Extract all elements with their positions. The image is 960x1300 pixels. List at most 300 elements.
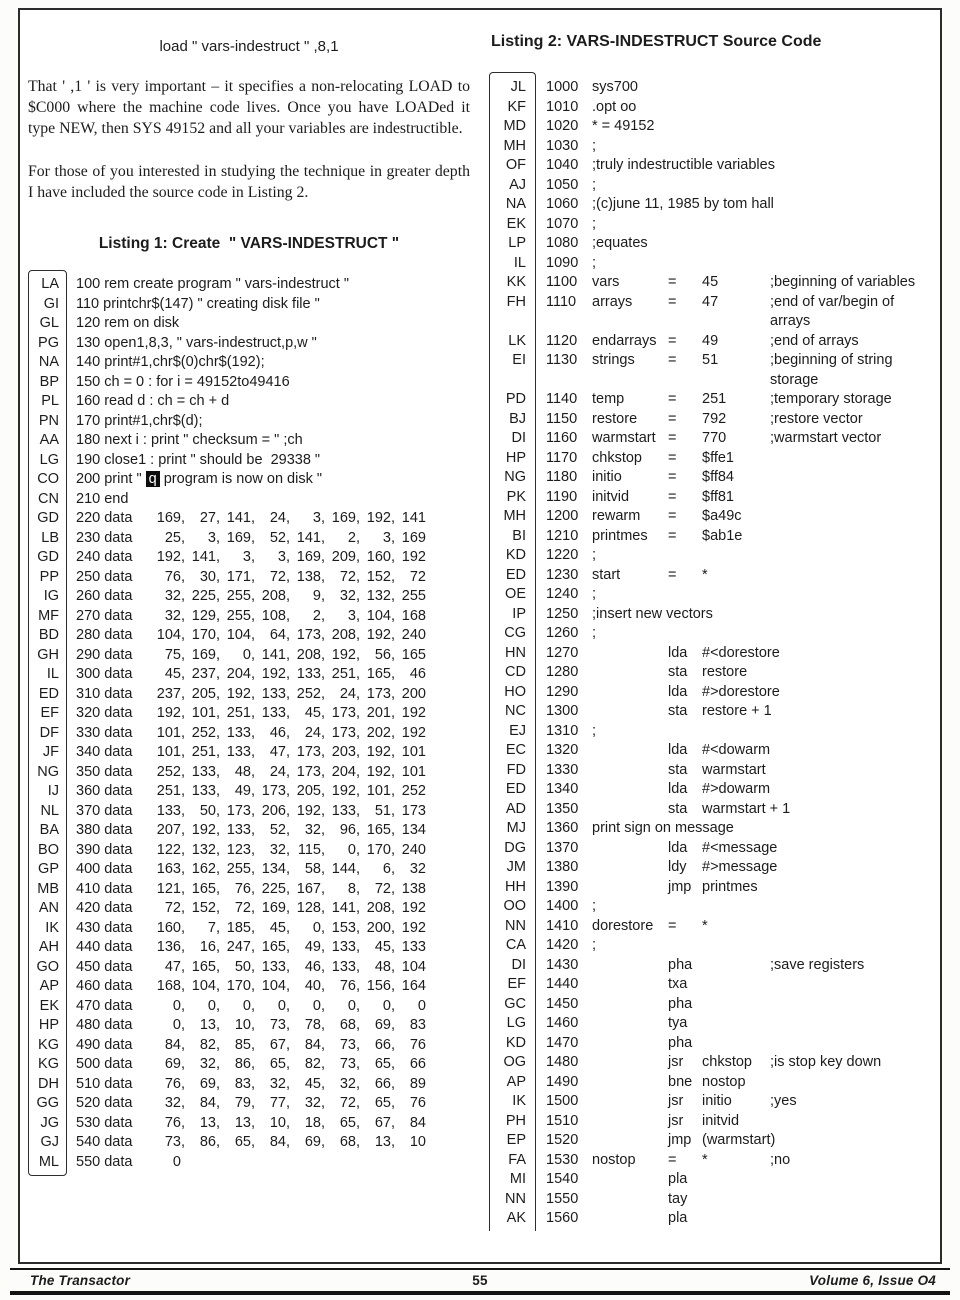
line-number: 320 data (76, 705, 133, 721)
listing1-row (28, 607, 470, 627)
listing2-row (489, 741, 954, 761)
separator: , (251, 1036, 256, 1053)
line-number: 1040 (546, 157, 579, 173)
data-value: 32 (164, 607, 181, 624)
operand-column: #<dowarm (702, 742, 771, 758)
separator: , (216, 1036, 221, 1053)
separator: , (181, 1056, 186, 1072)
listing2-row (489, 527, 954, 547)
data-value: 3 (382, 529, 391, 546)
line-text (546, 117, 655, 137)
listing1-row (28, 626, 470, 646)
separator: , (251, 666, 256, 682)
line-text (546, 1131, 776, 1151)
line-text (76, 568, 426, 588)
line-text: 120 rem on disk (76, 315, 180, 331)
separator: , (216, 978, 221, 994)
separator: , (321, 568, 326, 585)
data-value: 173 (366, 685, 391, 702)
data-value: 141 (226, 510, 251, 526)
line-text (546, 137, 596, 157)
data-value: 45 (304, 1075, 321, 1092)
operand-column: 49 (702, 332, 719, 349)
line-text (76, 841, 426, 861)
line-number: 470 data (76, 997, 133, 1014)
data-value: 66 (374, 1075, 391, 1092)
opcode-column: sta (668, 664, 688, 680)
line-number: 430 data (76, 919, 133, 936)
listing1-row (28, 1133, 470, 1153)
statement-text: ; (592, 547, 597, 563)
separator: , (286, 783, 291, 799)
line-number: 1130 (546, 352, 578, 368)
line-text (546, 351, 893, 371)
separator: , (391, 568, 396, 585)
checksum-code: GJ (40, 1134, 59, 1150)
data-value: 192 (401, 724, 426, 741)
data-value: 86 (234, 1056, 251, 1072)
data-value: 40 (304, 978, 321, 994)
data-value: 134 (401, 822, 426, 838)
separator: , (216, 783, 221, 799)
separator: , (286, 588, 291, 604)
listing1-row (28, 529, 470, 549)
line-text (546, 761, 770, 781)
line-number: 1090 (546, 254, 579, 271)
label-column: start (592, 566, 621, 583)
line-text (76, 919, 426, 939)
separator: , (216, 841, 221, 858)
line-number: 1050 (546, 176, 579, 193)
separator: , (391, 1017, 396, 1033)
line-text (546, 585, 596, 605)
separator: , (391, 841, 396, 858)
line-text (76, 665, 426, 685)
line-text (546, 1151, 790, 1171)
listing1-row (28, 1055, 470, 1075)
line-text (546, 1092, 797, 1112)
checksum-code: IL (46, 666, 59, 682)
data-value: 133 (191, 783, 216, 799)
line-text (546, 702, 770, 722)
separator: , (356, 744, 361, 760)
separator: , (391, 900, 396, 916)
listing2-row (489, 488, 954, 508)
line-number: 1360 (546, 820, 579, 836)
data-value: 101 (401, 744, 426, 760)
checksum-code: EC (505, 742, 526, 758)
operand-column: #<message (702, 839, 778, 856)
data-value: 68 (339, 1134, 356, 1150)
checksum-code: CD (505, 664, 526, 680)
data-value: 0 (242, 646, 251, 663)
checksum-code: GC (504, 995, 526, 1012)
line-number: 1100 (546, 274, 578, 290)
data-value: 203 (331, 744, 356, 760)
line-number: 310 data (76, 685, 133, 702)
data-value: 24 (304, 724, 321, 741)
data-value: 32 (339, 588, 356, 604)
data-value: 173 (331, 705, 356, 721)
separator: , (356, 1017, 361, 1033)
data-value: 160 (156, 919, 181, 936)
separator: , (391, 705, 396, 721)
data-value: 65 (234, 1134, 251, 1150)
data-value: 128 (296, 900, 321, 916)
line-text (76, 607, 426, 627)
line-number: 1180 (546, 469, 578, 485)
line-text (76, 782, 426, 802)
line-number: 1300 (546, 703, 579, 719)
line-text (546, 332, 859, 352)
line-text (546, 507, 770, 527)
operand-column: printmes (702, 878, 758, 895)
data-value: 7 (207, 919, 216, 936)
line-text (76, 509, 426, 529)
separator: , (181, 705, 186, 721)
checksum-code: OG (503, 1054, 526, 1070)
operand-column: restore + 1 (702, 703, 772, 719)
listing2-row (489, 1092, 954, 1112)
line-number: 440 data (76, 939, 133, 955)
data-value: 66 (374, 1036, 391, 1053)
opcode-column: = (668, 410, 677, 427)
listing2-row (489, 917, 954, 937)
line-text (546, 780, 770, 800)
data-value: 185 (226, 919, 251, 936)
listing2-row (489, 683, 954, 703)
data-value: 0 (312, 919, 321, 936)
listing1-row (28, 958, 470, 978)
separator: , (251, 588, 256, 604)
line-text (546, 215, 596, 235)
checksum-code: FH (506, 293, 526, 310)
separator: , (181, 783, 186, 799)
data-value: 6 (382, 861, 391, 877)
checksum-code: CA (505, 937, 526, 953)
label-column: restore (592, 410, 638, 427)
line-text (76, 1133, 426, 1153)
line-number: 1410 (546, 917, 579, 934)
opcode-column: tay (668, 1190, 688, 1207)
data-value: 0 (207, 997, 216, 1014)
line-text (76, 704, 426, 724)
comment-column: ;restore vector (770, 410, 863, 427)
separator: , (321, 1095, 326, 1111)
listing2-row (489, 878, 954, 898)
data-value: 122 (156, 841, 181, 858)
data-value: 101 (366, 783, 391, 799)
data-value: 2 (347, 529, 356, 546)
line-text (76, 1094, 426, 1114)
opcode-column: = (668, 527, 677, 544)
data-value: 169 (156, 510, 181, 526)
line-text: 130 open1,8,3, " vars-indestruct,p,w " (76, 334, 317, 351)
label-column: initvid (592, 488, 630, 505)
checksum-code: CG (504, 625, 526, 641)
line-text (76, 587, 426, 607)
data-value: 16 (199, 939, 216, 955)
line-number: 1550 (546, 1190, 579, 1207)
data-value: 32 (304, 822, 321, 838)
listing1-row (28, 334, 470, 354)
data-value: 104 (226, 627, 251, 643)
line-text (76, 1114, 426, 1134)
data-value: 25 (164, 529, 181, 546)
data-value: 86 (199, 1134, 216, 1150)
data-value: 48 (374, 958, 391, 975)
line-text: 140 print#1,chr$(0)chr$(192); (76, 354, 265, 370)
data-value: 141 (191, 549, 216, 565)
data-value: 163 (156, 861, 181, 877)
data-value: 133 (331, 958, 356, 975)
line-text (546, 273, 915, 293)
data-value: 45 (374, 939, 391, 955)
data-value: 133 (296, 666, 321, 682)
separator: , (286, 744, 291, 760)
line-number: 270 data (76, 607, 133, 624)
statement-text: ; (592, 137, 597, 154)
checksum-code: HP (505, 449, 526, 466)
data-value: 0 (242, 997, 251, 1014)
separator: , (321, 607, 326, 624)
separator: , (286, 1075, 291, 1092)
data-value: 247 (226, 939, 251, 955)
separator: , (391, 529, 396, 546)
separator: , (356, 900, 361, 916)
opcode-column: = (668, 566, 677, 583)
data-value: 76 (164, 1114, 181, 1131)
checksum-code (489, 371, 535, 391)
checksum-code: IG (43, 588, 59, 604)
operand-column: * (702, 566, 708, 583)
listing2-row (489, 137, 954, 157)
opcode-column: lda (668, 742, 688, 758)
separator: , (216, 1095, 221, 1111)
data-value: 204 (226, 666, 251, 682)
data-value: 252 (191, 724, 216, 741)
separator: , (391, 861, 396, 877)
listing2-title: Listing 2: VARS-INDESTRUCT Source Code (491, 33, 822, 50)
statement-text: * = 49152 (592, 118, 655, 134)
separator: , (286, 880, 291, 897)
checksum-code: BI (512, 527, 526, 544)
separator: , (216, 1134, 221, 1150)
paragraph-load-explanation: That ' ,1 ' is very important – it specifies a non-relocating LOAD to $C000 where the machine code lives. Once you have LOADed it type NEW, then SYS 49152 and all your variables are indestructible. (28, 78, 470, 137)
statement-text: ;truly indestructible variables (592, 157, 775, 173)
line-number: 1330 (546, 761, 579, 778)
separator: , (216, 1017, 221, 1033)
line-number: 1390 (546, 878, 579, 895)
data-value: 46 (304, 958, 321, 975)
data-value: 0 (172, 1153, 181, 1170)
listing1-row (28, 938, 470, 958)
data-value: 138 (296, 568, 321, 585)
data-value: 133 (226, 744, 251, 760)
listing1-row (28, 451, 470, 471)
separator: , (356, 510, 361, 526)
opcode-column: lda (668, 781, 688, 797)
separator: , (391, 1075, 396, 1092)
data-value: 165 (366, 666, 391, 682)
separator: , (181, 607, 186, 624)
data-value: 115 (297, 841, 321, 858)
separator: , (356, 1095, 361, 1111)
separator: , (181, 588, 186, 604)
line-number: 370 data (76, 802, 133, 819)
separator: , (356, 607, 361, 624)
line-number: 1510 (546, 1112, 579, 1129)
separator: , (216, 685, 221, 702)
separator: , (356, 1134, 361, 1150)
data-value: 76 (409, 1095, 426, 1111)
data-value: 208 (331, 627, 356, 643)
separator: , (286, 568, 291, 585)
line-number: 520 data (76, 1095, 133, 1111)
data-value: 165 (191, 880, 216, 897)
line-text (76, 1036, 426, 1056)
listing1-row (28, 802, 470, 822)
opcode-column: sta (668, 800, 688, 817)
listing2-row (489, 1053, 954, 1073)
line-text (76, 821, 426, 841)
statement-text: sys700 (592, 79, 638, 95)
data-value: 82 (199, 1036, 216, 1053)
data-value: 202 (366, 724, 391, 741)
data-value: 168 (401, 607, 426, 624)
reverse-video-char: q (146, 471, 160, 487)
separator: , (286, 997, 291, 1014)
separator: , (181, 958, 186, 975)
listing2-row (489, 410, 954, 430)
checksum-code: NL (40, 802, 59, 819)
data-value: 192 (401, 919, 426, 936)
data-value: 65 (269, 1056, 286, 1072)
data-value: 2 (312, 607, 321, 624)
listing2-row (489, 1151, 954, 1171)
separator: , (391, 919, 396, 936)
operand-column: nostop (702, 1073, 746, 1090)
checksum-code: GO (36, 958, 59, 975)
comment-column: ;no (770, 1151, 791, 1168)
data-value: 27 (199, 510, 216, 526)
listing2-row (489, 1034, 954, 1054)
separator: , (356, 763, 361, 780)
page-footer (10, 1268, 950, 1295)
listing2-row (489, 293, 954, 313)
listing2-row (489, 312, 954, 332)
data-value: 138 (401, 880, 426, 897)
line-text (76, 685, 426, 705)
operand-column: 45 (702, 274, 719, 290)
statement-text: ; (592, 586, 597, 602)
separator: , (321, 880, 326, 897)
line-text: 150 ch = 0 : for i = 49152to49416 (76, 373, 290, 390)
data-value: 10 (269, 1114, 286, 1131)
line-text (76, 646, 426, 666)
separator: , (181, 627, 186, 643)
listing2-row (489, 858, 954, 878)
listing2-row (489, 176, 954, 196)
line-text (546, 605, 713, 625)
data-value: 192 (191, 822, 216, 838)
separator: , (286, 822, 291, 838)
data-value: 133 (401, 939, 426, 955)
separator: , (321, 1114, 326, 1131)
listing2-row (489, 390, 954, 410)
checksum-code: IJ (47, 783, 59, 799)
data-value: 45 (304, 705, 321, 721)
line-number: 1060 (546, 196, 579, 212)
data-value: 52 (269, 822, 286, 838)
line-text (546, 995, 770, 1015)
data-value: 13 (234, 1114, 251, 1131)
separator: , (286, 802, 291, 819)
checksum-code: LP (508, 235, 526, 251)
checksum-code: PH (505, 1112, 526, 1129)
line-number: 1440 (546, 976, 579, 992)
data-value: 208 (366, 900, 391, 916)
data-value: 72 (339, 568, 356, 585)
separator: , (251, 763, 256, 780)
data-value: 192 (401, 900, 426, 916)
separator: , (216, 705, 221, 721)
data-value: 104 (401, 958, 426, 975)
listing2-row (489, 1131, 954, 1151)
line-text (546, 722, 596, 742)
comment-column: ;end of var/begin of (770, 293, 895, 310)
line-number: 1350 (546, 800, 579, 817)
data-value: 45 (269, 919, 286, 936)
data-value: 45 (164, 666, 181, 682)
checksum-code: HH (505, 878, 526, 895)
line-text (546, 1073, 770, 1093)
data-value: 169 (261, 900, 286, 916)
data-value: 251 (331, 666, 356, 682)
data-value: 73 (339, 1036, 356, 1053)
separator: , (216, 939, 221, 955)
data-value: 168 (156, 978, 181, 994)
separator: , (216, 919, 221, 936)
checksum-code: FA (508, 1151, 526, 1168)
data-value: 3 (347, 607, 356, 624)
data-value: 76 (234, 880, 251, 897)
data-value: 141 (296, 529, 321, 546)
checksum-code: PP (39, 568, 59, 585)
separator: , (286, 1036, 291, 1053)
line-text (546, 878, 770, 898)
separator: , (181, 939, 186, 955)
separator: , (181, 724, 186, 741)
separator: , (216, 666, 221, 682)
line-number: 220 data (76, 510, 133, 526)
separator: , (251, 919, 256, 936)
separator: , (181, 666, 186, 682)
checksum-code: KF (507, 98, 526, 115)
line-text (546, 975, 770, 995)
separator: , (356, 1075, 361, 1092)
operand-column: chkstop (702, 1054, 752, 1070)
data-value: 255 (226, 861, 251, 877)
checksum-code: IP (512, 605, 526, 622)
line-number: 1560 (546, 1210, 579, 1226)
opcode-column: = (668, 449, 677, 466)
separator: , (181, 861, 186, 877)
separator: , (251, 1017, 256, 1033)
line-number: 1310 (546, 722, 579, 739)
line-number: 1020 (546, 118, 579, 134)
separator: , (286, 763, 291, 780)
